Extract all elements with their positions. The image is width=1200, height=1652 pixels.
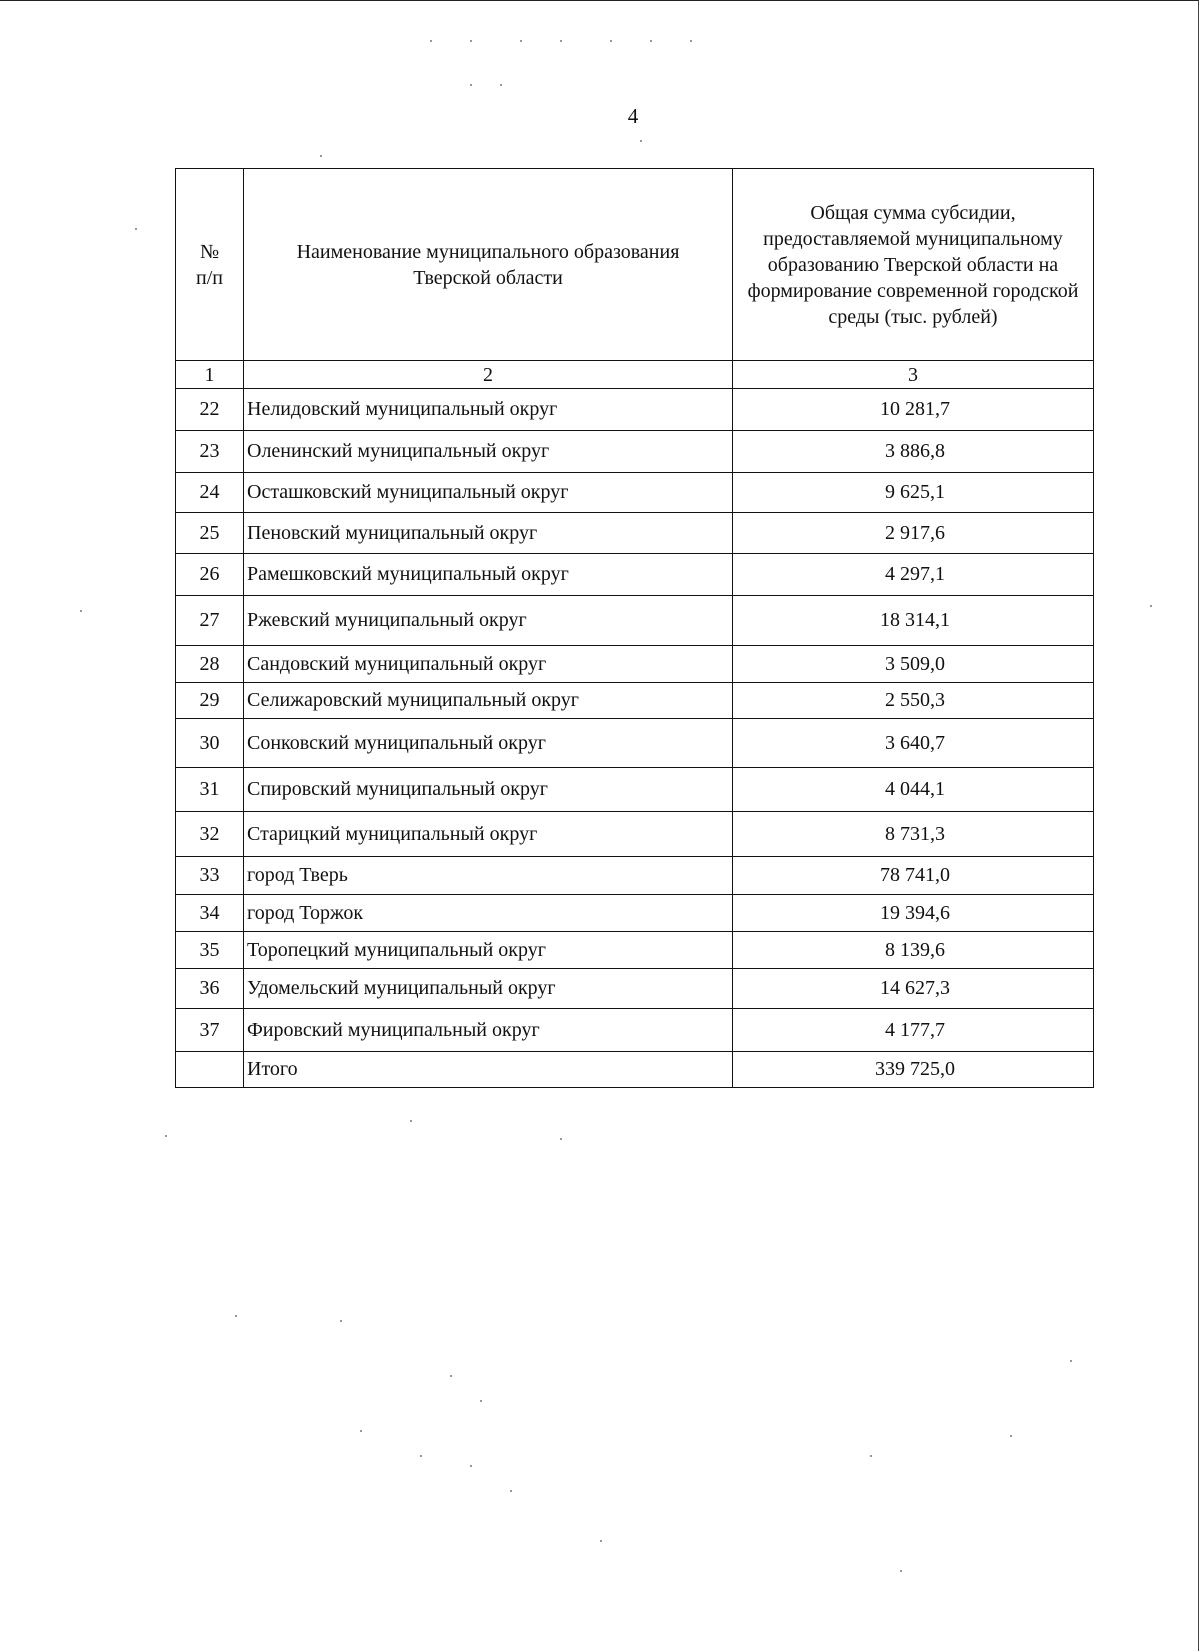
row-number: 22 <box>176 389 244 431</box>
subsidy-amount: 2 550,3 <box>733 683 1094 719</box>
scan-speck <box>420 1455 422 1457</box>
scan-speck <box>1150 605 1152 607</box>
municipality-name: Старицкий муниципальный округ <box>244 812 733 857</box>
subsidy-amount: 18 314,1 <box>733 596 1094 646</box>
row-number: 31 <box>176 768 244 812</box>
table-row <box>176 895 1094 932</box>
table-row <box>176 1009 1094 1052</box>
column-number: 2 <box>244 361 733 389</box>
subsidy-amount: 4 044,1 <box>733 768 1094 812</box>
subsidy-amount: 9 625,1 <box>733 473 1094 513</box>
scan-speck <box>560 1138 562 1140</box>
row-number: 23 <box>176 431 244 473</box>
table-row <box>176 431 1094 473</box>
scan-speck <box>135 228 137 230</box>
municipality-name: Удомельский муниципальный округ <box>244 969 733 1009</box>
table-row <box>176 596 1094 646</box>
scan-speck <box>430 40 432 42</box>
subsidy-amount: 14 627,3 <box>733 969 1094 1009</box>
scan-speck <box>690 40 692 42</box>
scan-speck <box>340 1320 342 1322</box>
subsidy-amount: 78 741,0 <box>733 857 1094 895</box>
scan-speck <box>500 84 502 86</box>
scan-speck <box>640 140 642 142</box>
scan-speck <box>1070 1360 1072 1362</box>
scan-speck <box>1010 1435 1012 1437</box>
table-row <box>176 646 1094 683</box>
scan-speck <box>610 40 612 42</box>
municipality-name: Сандовский муниципальный округ <box>244 646 733 683</box>
scan-speck <box>470 84 472 86</box>
column-number: 1 <box>176 361 244 389</box>
row-number: 32 <box>176 812 244 857</box>
subsidy-amount: 3 640,7 <box>733 719 1094 768</box>
subsidy-amount: 4 177,7 <box>733 1009 1094 1052</box>
scan-speck <box>470 1465 472 1467</box>
total-subsidy-amount: 339 725,0 <box>733 1052 1094 1088</box>
subsidy-amount: 4 297,1 <box>733 554 1094 596</box>
scan-speck <box>480 1400 482 1402</box>
table-row <box>176 683 1094 719</box>
table-row <box>176 719 1094 768</box>
scan-speck <box>80 610 82 612</box>
table-header-row <box>176 169 1094 361</box>
row-number: 35 <box>176 932 244 969</box>
scan-speck <box>235 1315 237 1317</box>
subsidy-amount: 8 139,6 <box>733 932 1094 969</box>
row-number: 29 <box>176 683 244 719</box>
scan-speck <box>600 1540 602 1542</box>
scan-speck <box>870 1455 872 1457</box>
row-number: 28 <box>176 646 244 683</box>
table-row <box>176 389 1094 431</box>
table-row <box>176 473 1094 513</box>
subsidy-amount: 8 731,3 <box>733 812 1094 857</box>
header-amount: Общая сумма субсидии, предоставляемой муниципальному образованию Тверской области на формирование современной городской среды (тыс. рублей) <box>733 169 1094 361</box>
municipality-name: Ржевский муниципальный округ <box>244 596 733 646</box>
scan-speck <box>520 40 522 42</box>
scan-speck <box>560 40 562 42</box>
municipality-name: Рамешковский муниципальный округ <box>244 554 733 596</box>
row-number: 34 <box>176 895 244 932</box>
table-row <box>176 513 1094 554</box>
row-number: 37 <box>176 1009 244 1052</box>
table-body <box>176 389 1094 1088</box>
row-number: 25 <box>176 513 244 554</box>
scan-speck <box>650 40 652 42</box>
table-row <box>176 969 1094 1009</box>
scan-speck <box>450 1375 452 1377</box>
scan-speck <box>410 1120 412 1122</box>
column-numbers-row <box>176 361 1094 389</box>
subsidy-amount: 2 917,6 <box>733 513 1094 554</box>
table-row <box>176 768 1094 812</box>
scan-speck <box>320 155 322 157</box>
column-number: 3 <box>733 361 1094 389</box>
municipality-name: Спировский муниципальный округ <box>244 768 733 812</box>
municipality-name: город Тверь <box>244 857 733 895</box>
total-row-number <box>176 1052 244 1088</box>
municipality-name: Нелидовский муниципальный округ <box>244 389 733 431</box>
page-number: 4 <box>627 104 639 128</box>
row-number: 30 <box>176 719 244 768</box>
scan-speck <box>470 40 472 42</box>
municipality-name: Сонковский муниципальный округ <box>244 719 733 768</box>
scan-speck <box>360 1430 362 1432</box>
municipality-name: Оленинский муниципальный округ <box>244 431 733 473</box>
subsidy-amount: 19 394,6 <box>733 895 1094 932</box>
table-row <box>176 812 1094 857</box>
municipality-name: Осташковский муниципальный округ <box>244 473 733 513</box>
total-row <box>176 1052 1094 1088</box>
municipality-name: Торопецкий муниципальный округ <box>244 932 733 969</box>
header-number: № п/п <box>176 169 244 361</box>
row-number: 24 <box>176 473 244 513</box>
table-row <box>176 554 1094 596</box>
subsidy-amount: 3 509,0 <box>733 646 1094 683</box>
table-row <box>176 932 1094 969</box>
row-number: 26 <box>176 554 244 596</box>
municipality-name: Фировский муниципальный округ <box>244 1009 733 1052</box>
scan-speck <box>900 1570 902 1572</box>
total-municipality-name: Итого <box>244 1052 733 1088</box>
row-number: 27 <box>176 596 244 646</box>
subsidy-table <box>175 168 1094 1088</box>
subsidy-amount: 10 281,7 <box>733 389 1094 431</box>
scan-speck <box>510 1490 512 1492</box>
row-number: 33 <box>176 857 244 895</box>
municipality-name: Селижаровский муниципальный округ <box>244 683 733 719</box>
municipality-name: Пеновский муниципальный округ <box>244 513 733 554</box>
header-name: Наименование муниципального образования Тверской области <box>244 169 733 361</box>
municipality-name: город Торжок <box>244 895 733 932</box>
row-number: 36 <box>176 969 244 1009</box>
table-row <box>176 857 1094 895</box>
scan-speck <box>165 1135 167 1137</box>
subsidy-amount: 3 886,8 <box>733 431 1094 473</box>
